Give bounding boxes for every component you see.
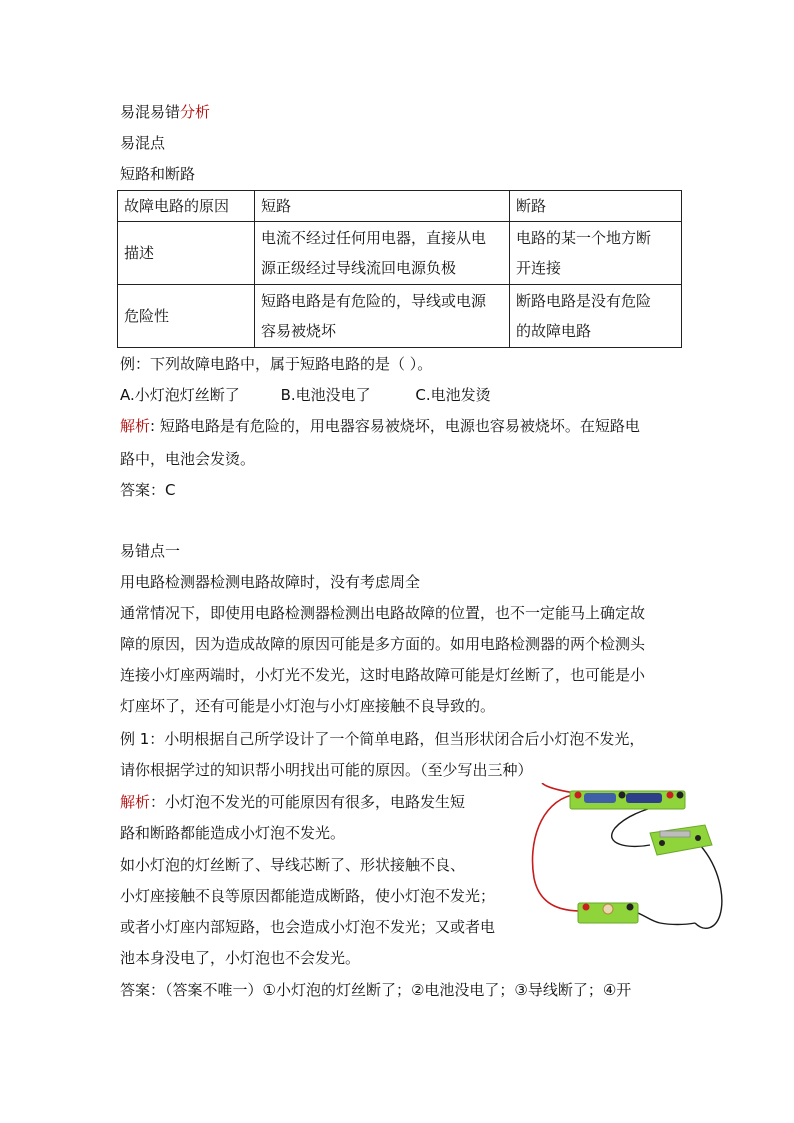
table-cell-short xyxy=(255,285,510,348)
example-analysis xyxy=(120,416,640,436)
mistake-subheading: 用电路检测器检测电路故障时，没有考虑周全 xyxy=(120,573,421,591)
table-row xyxy=(118,222,682,285)
table-header-row xyxy=(118,191,682,222)
section-title-prefix: 易混易错 xyxy=(120,103,181,121)
cell-line: 断路电路是没有危险 xyxy=(516,292,652,310)
table-header-cell: 故障电路的原因 xyxy=(118,191,255,222)
cell-line: 电流不经过任何用电器，直接从电 xyxy=(261,229,487,247)
confuse-subheading: 短路和断路 xyxy=(120,165,196,183)
cell-line: 的故障电路 xyxy=(516,322,592,340)
comparison-table xyxy=(117,190,682,348)
circuit-photo xyxy=(520,783,730,948)
example-question: 例：下列故障电路中，属于短路电路的是（ ）。 xyxy=(120,355,433,373)
paragraph-line: 通常情况下，即使用电路检测器检测出电路故障的位置，也不一定能马上确定故 xyxy=(120,604,646,622)
example-answer: 答案：C xyxy=(120,481,176,499)
table-header-cell: 短路 xyxy=(255,191,510,222)
table-cell-short xyxy=(255,222,510,285)
analysis-line: 路和断路都能造成小灯泡不发光。 xyxy=(120,824,346,842)
analysis-label: 解析 xyxy=(120,417,151,435)
table-cell-open xyxy=(510,222,682,285)
section-title-suffix: 分析 xyxy=(180,103,211,121)
example1-question-cont: 请你根据学过的知识帮小明找出可能的原因。（至少写出三种） xyxy=(120,761,533,779)
analysis-line: 如小灯泡的灯丝断了、导线芯断了、形状接触不良、 xyxy=(120,856,466,874)
table-row-label: 描述 xyxy=(118,222,255,285)
analysis-text: ：小灯泡不发光的可能原因有很多，电路发生短 xyxy=(150,793,466,811)
option-a: A.小灯泡灯丝断了 xyxy=(120,386,240,404)
analysis-line: 或者小灯座内部短路，也会造成小灯泡不发光；又或者电 xyxy=(120,918,496,936)
paragraph-line: 连接小灯座两端时，小灯光不发光，这时电路故障可能是灯丝断了，也可能是小 xyxy=(120,666,646,684)
section-title xyxy=(120,102,210,122)
confuse-heading: 易混点 xyxy=(120,134,166,152)
option-c: C.电池发烫 xyxy=(415,386,491,404)
analysis-text: : 短路电路是有危险的，用电器容易被烧坏，电源也容易被烧坏。在短路电 xyxy=(150,417,640,435)
paragraph-line: 障的原因，因为造成故障的原因可能是多方面的。如用电路检测器的两个检测头 xyxy=(120,635,646,653)
example1-analysis xyxy=(120,792,465,812)
option-b: B.电池没电了 xyxy=(280,386,371,404)
cell-line: 源正级经过导线流回电源负极 xyxy=(261,259,457,277)
example-options xyxy=(120,385,491,405)
analysis-label: 解析 xyxy=(120,793,151,811)
paragraph-line: 灯座坏了，还有可能是小灯泡与小灯座接触不良导致的。 xyxy=(120,697,496,715)
example1-question: 例 1：小明根据自己所学设计了一个简单电路，但当形状闭合后小灯泡不发光， xyxy=(120,730,645,748)
cell-line: 短路电路是有危险的，导线或电源 xyxy=(261,292,487,310)
table-cell-open xyxy=(510,285,682,348)
analysis-line: 小灯座接触不良等原因都能造成断路，使小灯泡不发光； xyxy=(120,887,496,905)
table-row xyxy=(118,285,682,348)
table-header-cell: 断路 xyxy=(510,191,682,222)
analysis-line: 池本身没电了，小灯泡也不会发光。 xyxy=(120,949,361,967)
example-analysis-cont: 路中，电池会发烫。 xyxy=(120,450,256,468)
cell-line: 容易被烧坏 xyxy=(261,322,337,340)
table-row-label: 危险性 xyxy=(118,285,255,348)
cell-line: 电路的某一个地方断 xyxy=(516,229,652,247)
example1-answer: 答案：（答案不唯一）①小灯泡的灯丝断了；②电池没电了；③导线断了；④开 xyxy=(120,981,632,999)
cell-line: 开连接 xyxy=(516,259,562,277)
mistake-heading: 易错点一 xyxy=(120,542,181,560)
